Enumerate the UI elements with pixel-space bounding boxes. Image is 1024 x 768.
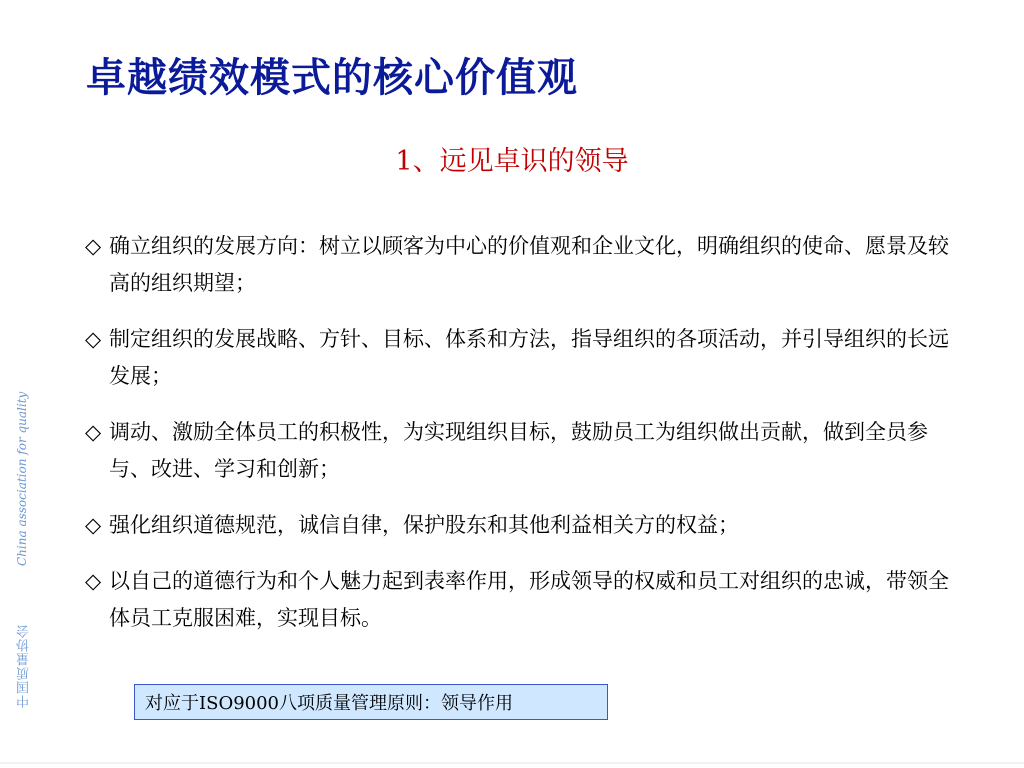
bullet-list: [74, 228, 954, 656]
diamond-bullet-icon: ◇: [85, 569, 102, 593]
bullet-text: 制定组织的发展战略、方针、目标、体系和方法，指导组织的各项活动，并引导组织的长远发展；: [109, 327, 949, 388]
bullet-text: 以自己的道德行为和个人魅力起到表率作用，形成领导的权威和员工对组织的忠诚，带领全体员工克服困难，实现目标。: [109, 569, 949, 630]
bullet-text: 确立组织的发展方向：树立以顾客为中心的价值观和企业文化，明确组织的使命、愿景及较高的组织期望；: [109, 234, 949, 295]
diamond-bullet-icon: ◇: [85, 234, 102, 258]
slide-title: 卓越绩效模式的核心价值观: [86, 55, 578, 101]
bullet-item: [74, 563, 954, 637]
bottom-divider: [0, 762, 1024, 764]
principle-note-text: 对应于ISO9000八项质量管理原则：领导作用: [145, 693, 514, 714]
bullet-item: [74, 321, 954, 395]
side-label-chinese: 中国质量协会: [17, 624, 32, 708]
side-label-english: China association for quality: [15, 391, 29, 566]
principle-note-box: [134, 684, 608, 720]
slide-subtitle: 1、远见卓识的领导: [395, 146, 629, 177]
bullet-item: [74, 228, 954, 302]
bullet-text: 强化组织道德规范，诚信自律，保护股东和其他利益相关方的权益；: [109, 513, 739, 537]
diamond-bullet-icon: ◇: [85, 327, 102, 351]
bullet-item: [74, 507, 954, 544]
bullet-item: [74, 414, 954, 488]
diamond-bullet-icon: ◇: [85, 420, 102, 444]
diamond-bullet-icon: ◇: [85, 513, 102, 537]
bullet-text: 调动、激励全体员工的积极性，为实现组织目标，鼓励员工为组织做出贡献，做到全员参与、改进、学习和创新；: [109, 420, 928, 481]
